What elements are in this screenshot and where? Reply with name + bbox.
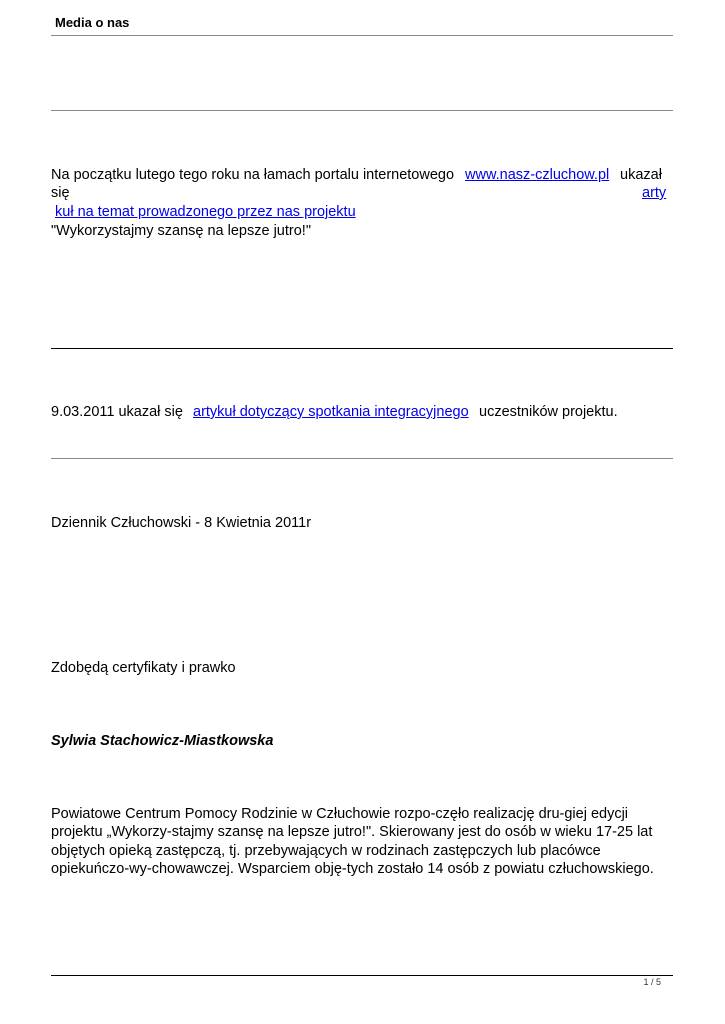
page-title: Media o nas: [55, 15, 130, 30]
project-quote: "Wykorzystajmy szansę na lepsze jutro!": [51, 223, 311, 239]
intro-line-1-tail: ukazał: [620, 167, 662, 183]
page-number: 1 / 5: [643, 977, 661, 987]
section-divider-2: [51, 348, 673, 349]
article-paragraph-line-1: Powiatowe Centrum Pomocy Rodzinie w Człuchowie rozpo-częło realizację dru-giej edycji: [51, 806, 629, 822]
article-author: Sylwia Stachowicz-Miastkowska: [51, 733, 274, 749]
meeting-tail: uczestników projektu.: [479, 404, 618, 420]
integration-meeting-link[interactable]: artykuł dotyczący spotkania integracyjnego: [193, 404, 469, 420]
article-link-part-1[interactable]: arty: [642, 185, 667, 201]
article-paragraph-line-4: opiekuńczo-wy-chowawczej. Wsparciem obję-tych zostało 14 osób z powiatu człuchowskiego.: [51, 861, 654, 877]
nasz-czluchow-link[interactable]: www.nasz-czluchow.pl: [465, 167, 610, 183]
section-divider-1: [51, 110, 673, 111]
article-link-part-2[interactable]: kuł na temat prowadzonego przez nas projektu: [55, 204, 356, 220]
article-paragraph-line-2: projektu „Wykorzy-stajmy szansę na lepsze jutro!". Skierowany jest do osób w wieku 17-25 lat: [51, 824, 653, 840]
article-headline: Zdobędą certyfikaty i prawko: [51, 660, 236, 676]
source-line: Dziennik Człuchowski - 8 Kwietnia 2011r: [51, 515, 312, 531]
intro-line-1: Na początku lutego tego roku na łamach portalu internetowego: [51, 167, 455, 183]
section-divider-3: [51, 458, 673, 459]
header-divider: [51, 35, 673, 36]
article-paragraph-line-3: objętych opieką zastępczą, tj. przebywających w rodzinach zastępczych lub placówce: [51, 843, 601, 859]
meeting-lead: 9.03.2011 ukazał się: [51, 404, 183, 420]
intro-line-2: się: [51, 185, 70, 201]
footer-divider: [51, 975, 673, 976]
